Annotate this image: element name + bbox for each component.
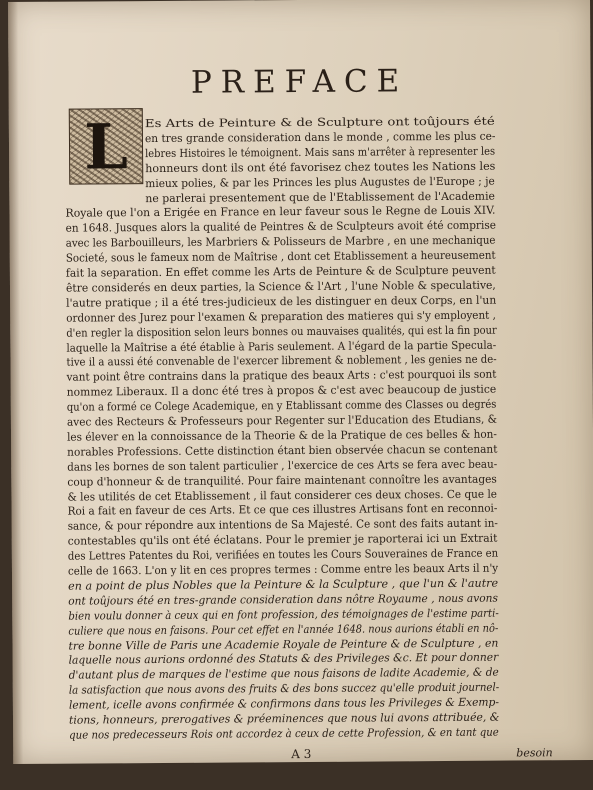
text-line: honneurs dont ils ont été favorisez chez toutes les Nations les bbox=[145, 159, 496, 175]
text-line: tive il a aussi été convenable de l'exercer librement & noblement , les genies ne de- bbox=[66, 353, 497, 370]
text-line: dans les bornes de son talent particulier , l'exercice de ces Arts se fera avec beau- bbox=[67, 457, 498, 474]
text-line: culiere que nous en faisons. Pour cet effet en l'année 1648. nous aurions établi en nô- bbox=[68, 621, 499, 638]
text-line: Societé, sous le fameux nom de Maîtrise , dont cet Etablissement a heureusement bbox=[65, 248, 496, 265]
text-line: & les utilités de cet Etablissement , il faut considerer ces deux choses. Ce que le bbox=[67, 487, 498, 504]
text-line: des Lettres Patentes du Roi, verifiées en toutes les Cours Souveraines de France en bbox=[67, 546, 499, 563]
text-line: tre bonne Ville de Paris une Academie Royale de Peinture & de Sculpture , en bbox=[68, 636, 499, 653]
text-line: vant point être contrains dans la pratique des beaux Arts : c'est pourquoi ils sont bbox=[66, 367, 497, 384]
text-line: tions, honneurs, prerogatives & préeminences que nous lui avons attribuée, & bbox=[68, 710, 500, 727]
text-line: laquelle la Maîtrise a été établie à Paris seulement. A l'égard de la partie Specula- bbox=[66, 338, 497, 355]
text-line: mieux polies, & par les Princes les plus Augustes de l'Europe ; je bbox=[145, 174, 495, 190]
text-line: ordonner des Jurez pour l'examen & preparation des matieres qui s'y employent , bbox=[66, 308, 496, 325]
text-line: Roi a fait en faveur de ces Arts. Et ce que ces illustres Artisans font en reconnoi- bbox=[67, 502, 498, 519]
text-line: coup d'honneur & de tranquilité. Pour faire maintenant connoître les avantages bbox=[67, 472, 497, 489]
text-line: sance, & pour répondre aux intentions de Sa Majesté. Ce sont des faits autant in- bbox=[67, 516, 498, 533]
text-line: l'autre pratique ; il a été tres-judicieux de les distinguer en deux Corps, en l'un bbox=[66, 293, 497, 310]
text-line: en tres grande consideration dans le monde , comme les plus ce- bbox=[144, 129, 496, 145]
text-line: Royale que l'on a Erigée en France en leur faveur sous le Regne de Louis XIV. bbox=[65, 204, 496, 221]
text-line: fait la separation. En effet comme les Arts de Peinture & de Sculpture peuvent bbox=[65, 263, 496, 280]
page-title: PREFACE bbox=[190, 63, 409, 101]
text-line: lement, icelle avons confirmée & confirmons dans tous les Privileges & Exemp- bbox=[68, 695, 499, 712]
text-line: les élever en la connoissance de la Theorie & de la Pratique de ces belles & hon- bbox=[66, 427, 497, 444]
text-line: nommez Liberaux. Il a donc été tres à propos & c'est avec beaucoup de justice bbox=[66, 382, 497, 399]
signature-mark: A 3 bbox=[291, 746, 312, 762]
body-text bbox=[8, 0, 593, 764]
text-line: celle de 1663. L'on y lit en ces propres termes : Comme entre les beaux Arts il n'y bbox=[67, 561, 499, 578]
text-line: d'en regler la disposition selon leurs bonnes ou mauvaises qualités, qui est la fin pour bbox=[66, 323, 497, 340]
drop-cap-letter: L bbox=[83, 109, 129, 184]
text-line: bien voulu donner à ceux qui en font profession, des témoignages de l'estime parti- bbox=[68, 606, 499, 623]
text-line: laquelle nous aurions ordonné des Statuts & des Privileges &c. Et pour donner bbox=[68, 651, 499, 668]
text-line: avec des Recteurs & Professeurs pour Regenter sur l'Education des Etudians, & bbox=[66, 412, 498, 429]
text-line: être considerés en deux parties, la Science & l'Art , l'une Noble & speculative, bbox=[65, 278, 496, 295]
text-line: ne parlerai presentement que de l'Etablissement de l'Academie bbox=[145, 189, 495, 205]
text-line: d'autant plus de marques de l'estime que nous faisons de ladite Academie, & de bbox=[68, 665, 499, 682]
text-line: la satisfaction que nous avons des fruits & des bons succez qu'elle produit journel- bbox=[68, 680, 500, 697]
book-page bbox=[8, 0, 593, 764]
text-line: que nos predecesseurs Rois ont accordez à ceux de cette Profession, & en tant que bbox=[69, 725, 499, 742]
text-line: en a point de plus Nobles que la Peinture & la Sculpture , que l'un & l'autre bbox=[68, 576, 499, 593]
text-line: ont toûjours été en tres-grande consideration dans nôtre Royaume , nous avons bbox=[68, 591, 498, 608]
text-line: Es Arts de Peinture & de Sculpture ont toûjours été bbox=[144, 114, 495, 131]
text-line: lebres Histoires le témoignent. Mais sans m'arrêter à representer les bbox=[145, 144, 496, 160]
catchword: besoin bbox=[516, 746, 553, 760]
text-line: qu'on a formé ce Colege Academique, en y Etablissant comme des Classes ou degrés bbox=[66, 397, 497, 414]
text-line: contestables qu'ils ont été éclatans. Pour le premier je raporterai ici un Extrait bbox=[67, 531, 498, 548]
text-line: norables Professions. Cette distinction étant bien observée chacun se contenant bbox=[67, 442, 498, 459]
text-line: en 1648. Jusques alors la qualité de Peintres & de Sculpteurs avoit été comprise bbox=[65, 218, 497, 235]
text-line: avec les Barbouilleurs, les Marbriers & Polisseurs de Marbre , en une mechanique bbox=[65, 233, 496, 250]
